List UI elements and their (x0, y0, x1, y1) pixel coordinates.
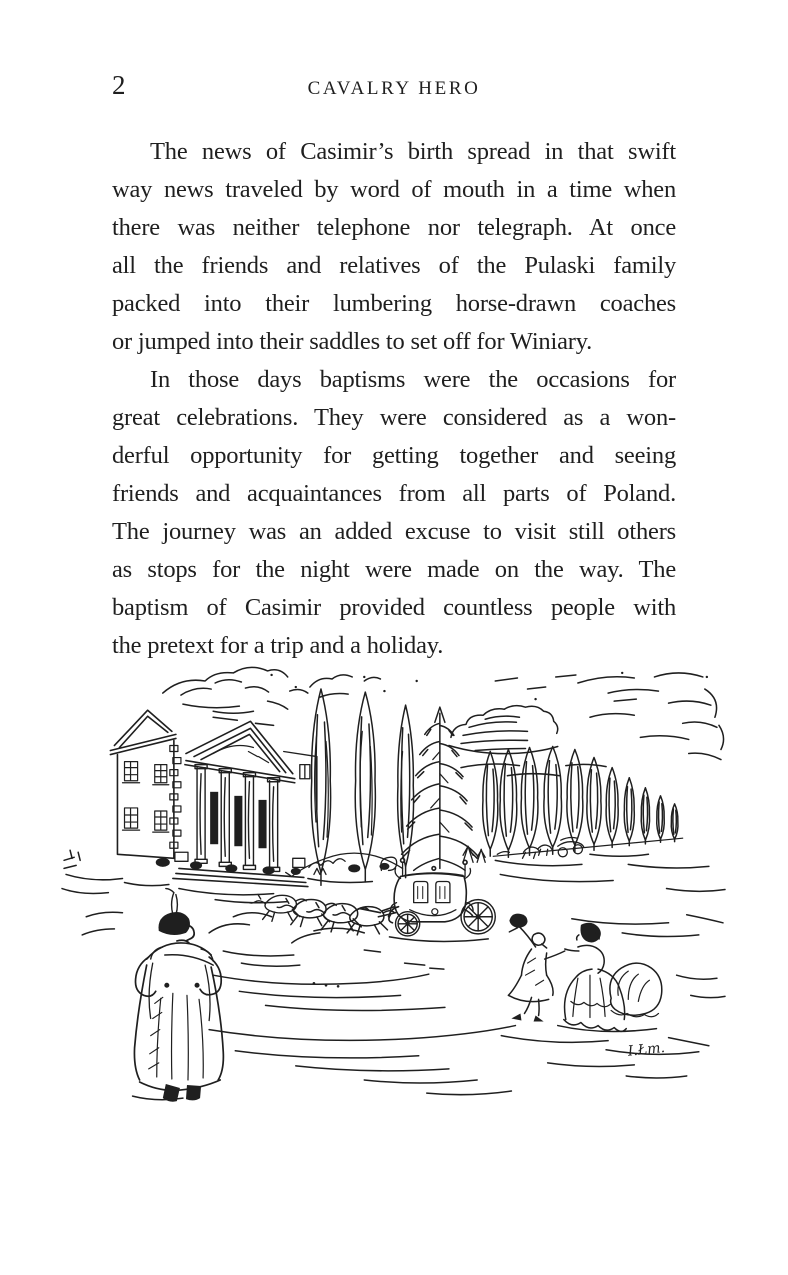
greeting-couple (508, 914, 661, 1032)
text-line: friends and acquaintances from all parts of Poland. (112, 480, 676, 507)
clouds (163, 667, 724, 775)
text-line: the pretext for a trip and a holiday. (112, 632, 444, 659)
running-head: CAVALRY HERO (307, 78, 481, 99)
text-line: derful opportunity for getting together and seeing (112, 442, 676, 469)
ground-strokes (62, 850, 725, 1099)
book-illustration (57, 660, 727, 1105)
portico-openings (210, 792, 266, 848)
manor-house (110, 710, 317, 886)
poplar-row (483, 746, 683, 857)
paragraph (112, 133, 676, 361)
text-line: The journey was an added excuse to visit still others (112, 518, 676, 545)
text-line: way news traveled by word of mouth in a time when (112, 176, 676, 203)
text-line: great celebrations. They were considered as a won- (112, 404, 676, 431)
page-number: 2 (112, 70, 126, 100)
text-line: The news of Casimir’s birth spread in that swift (150, 138, 676, 165)
wing-windows (122, 762, 168, 833)
illustration (57, 660, 727, 1105)
body-text (112, 133, 676, 665)
quoins (170, 745, 181, 848)
text-line: all the friends and relatives of the Pulaski family (112, 252, 676, 279)
text-line: packed into their lumbering horse-drawn coaches (112, 290, 676, 317)
text-line: or jumped into their saddles to set off for Winiary. (112, 328, 593, 355)
text-line: as stops for the night were made on the way. The (112, 556, 676, 583)
coach-wheels (396, 900, 496, 936)
nobleman-figure (134, 889, 223, 1102)
artist-signature: I.Łm. (627, 1039, 666, 1060)
text-line: there was neither telephone nor telegraph. At once (112, 214, 676, 241)
text-line: baptism of Casimir provided countless people with (112, 594, 676, 621)
tall-poplars (309, 689, 414, 885)
text-line: In those days baptisms were the occasions for (150, 366, 676, 393)
paragraph (112, 361, 676, 665)
